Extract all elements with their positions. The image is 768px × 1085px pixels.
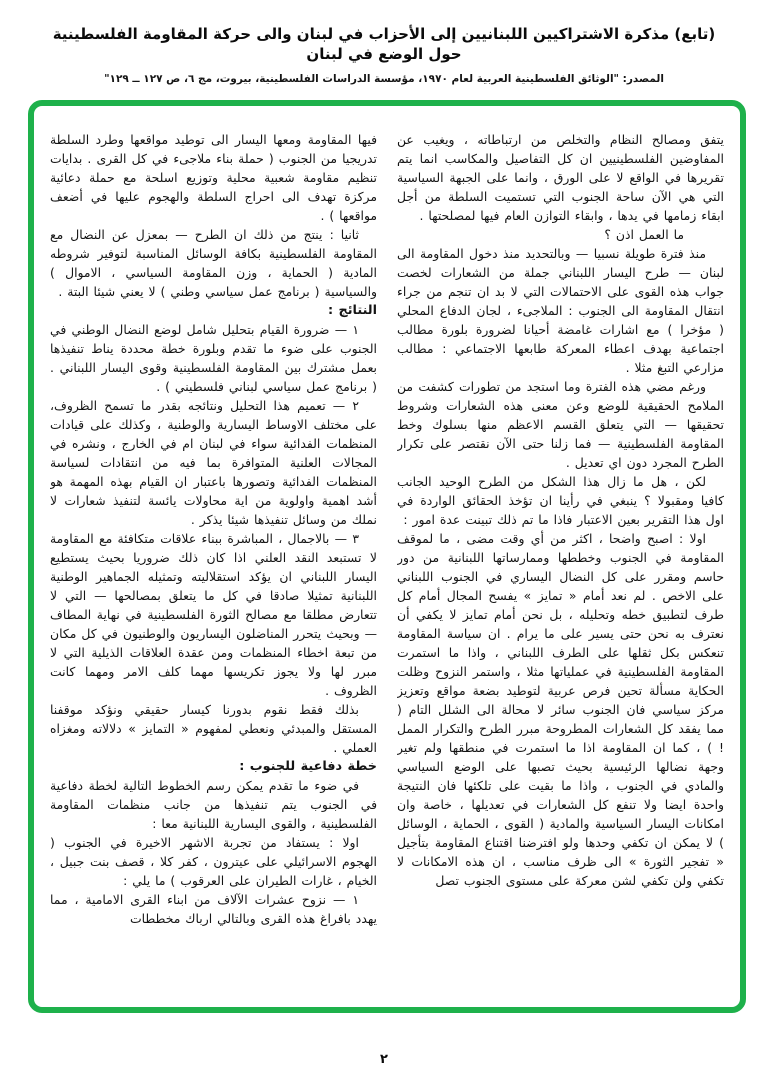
paragraph: منذ فترة طويلة نسبيا — وبالتحديد منذ دخول المقاومة الى لبنان — طرح اليسار اللبناني جملة من الشعارات لخصت جواب هذه القوى على الاحتمالات التي لا بد ان تنجم من جراء انتقال المقاومة الى الجنوب : الملاجىء ، لجان الدفاع المحلي ( مؤخرا ) مع اشارات غامضة أحيانا لضرورة بلورة مطالب اجتماعية بهدف اعطاء المعركة طابعها الاجتماعي : مطالب مزارعي التبغ مثلا . bbox=[397, 246, 724, 375]
paragraph: ورغم مضي هذه الفترة وما استجد من تطورات كشفت من الملامح الحقيقية للوضع وعن معنى هذه الشعارات وشروط تحقيقها — التي يتعلق القسم الاعظم منها بسلوك وخط المقاومة الفلسطينية — فما زلنا حتى الآن نقتصر على تكرار الطرح المجرد دون اي تعديل . bbox=[397, 379, 724, 470]
column-left bbox=[50, 130, 377, 991]
paragraph: ١ — ضرورة القيام بتحليل شامل لوضع النضال الوطني في الجنوب على ضوء ما تقدم وبلورة خطة محددة يناط تنفيذها بعمل مشترك بين المقاومة الفلسطينية وقوى اليسار اللبناني . ( برنامج عمل سياسي لبناني فلسطيني ) . bbox=[50, 322, 377, 394]
paragraph: لكن ، هل ما زال هذا الشكل من الطرح الوحيد الجانب كافيا ومقبولا ؟ ينبغي في رأينا ان تؤخذ الحقائق الواردة في اول هذا التقرير بعين الاعتبار فاذا ما تم ذلك تبينت عدة امور : bbox=[397, 474, 724, 527]
paragraph: اولا : اصبح واضحا ، اكثر من أي وقت مضى ، ما لموقف المقاومة في الجنوب وخططها وممارساتها اللبنانية من دور حاسم ومقرر على كل النضال اليساري في الجنوب اللبناني على الاخص . لم نعد أمام « تمايز » يفسح المجال أمام كل طرف لتطبيق خطه وتحليله ، بل نحن أمام تمايز لا يكفي أن نعترف به نحن حتى يسير على ما يرام . ان سياسة المقاومة تنعكس بكل ثقلها على الطرف اللبناني ، واذا ما استمرت المقاومة الفلسطينية في عملياتها مثلا ، واستمر النزوح وظلت الحكاية مسألة تحين فرص عربية لتوطيد بضعة مواقع وتعزيز مركز سياسي فان الجنوب سائر لا محالة الى الشلل التام ( مما يفقد كل الشعارات المطروحة مبرر الطرح والتكرار الممل ! ) ، كما ان المقاومة اذا ما استمرت في منطقها ولم تغير وجهة نضالها الرئيسية بحيث تصبها على الوضع السياسي والمادي في الجنوب ، واذا ما بقيت على تلكئها فان النتيجة واحدة ايضا ولا تنفع كل الشعارات في تعديلها ، خاصة وان امكانات اليسار السياسية والمادية ( القوى ، الحماية ، الوسائل ) لا يمكن ان تكفي وحدها ولو افترضنا اقتناع المقاومة بتأجيل « تفجير الثورة » الى ظرف مناسب ، ان هذه الامكانات لا تكفي ولن تكفي لشن معركة على مستوى الجنوب تصل bbox=[397, 531, 724, 888]
paragraph: ١ — نزوح عشرات الآلاف من ابناء القرى الامامية ، مما يهدد بافراغ هذه القرى وبالتالي ارباك مخططات bbox=[50, 892, 377, 926]
paragraph: بذلك فقط نقوم بدورنا كيسار حقيقي ونؤكد موقفنا المستقل والمبدئي ونعطي لمفهوم « التمايز » دلالاته ومغزاه العملي . bbox=[50, 702, 377, 755]
section-heading: خطة دفاعية للجنوب : bbox=[239, 759, 377, 774]
column-right bbox=[397, 130, 724, 991]
document-title: (تابع) مذكرة الاشتراكيين اللبنانيين إلى الأحزاب في لبنان والى حركة المقاومة الفلسطينية حول الوضع في لبنان bbox=[52, 25, 716, 64]
paragraph: ٢ — تعميم هذا التحليل ونتائجه بقدر ما تسمح الظروف، على مختلف الاوساط اليسارية والوطنية ، وكذلك على قيادات المنظمات الفدائية سواء في لبنان ام في الخارج ، ونشره في المجالات العلنية المتوافرة بما فيه من انتقادات لسياسة المنظمات الفدائية وتصورها باعتبار ان القيام بهذه المهمة هو أشد اهمية واولوية من اية محاولات يائسة لتنفيذ شعارات لا نملك من وسائل تنفيذها شيئا يذكر . bbox=[50, 398, 377, 527]
page-number: ٢ bbox=[380, 1052, 388, 1067]
text-columns bbox=[50, 130, 724, 991]
document-frame bbox=[28, 100, 746, 1013]
paragraph: اولا : يستفاد من تجربة الاشهر الاخيرة في الجنوب ( الهجوم الاسرائيلي على عيترون ، كفر كلا ، قصف بنت جبيل ، الخيام ، غارات الطيران على العرقوب ) ما يلي : bbox=[50, 835, 377, 888]
paragraph: ما العمل اذن ؟ bbox=[604, 227, 684, 242]
source-citation: المصدر: "الوثائق الفلسطينية العربية لعام ١٩٧٠، مؤسسة الدراسات الفلسطينية، بيروت، مج ٦، ص ١٢٧ ــ ١٢٩" bbox=[104, 72, 664, 85]
section-heading: النتائج : bbox=[327, 303, 377, 318]
paragraph: ثانيا : ينتج من ذلك ان الطرح — بمعزل عن النضال مع المقاومة الفلسطينية بكافة الوسائل المناسبة لتوفير شروطه المادية ( الحماية ، وزن المقاومة السياسي ، الاموال ) والسياسية ( برنامج عمل سياسي وطني ) لا يعني شيئا البتة . bbox=[50, 227, 377, 299]
paragraph: ٣ — بالاجمال ، المباشرة ببناء علاقات متكافئة مع المقاومة لا تستبعد النقد العلني اذا كان ذلك ضروريا بحيث يستطيع اليسار اللبناني ان يؤكد استقلاليته وتمثيله الجماهير الوطنية اللبنانية تمثيلا صادقا في كل ما يتعلق بمصالحها — التي لا تتعارض مطلقا مع مصالح الثورة الفلسطينية في نهاية المطاف — وبحيث يتحرر المناضلون اليساريون والوطنيون في كل مكان من تبعة اخطاء المنظمات ومن عقدة العلاقات الذيلية التي لا مبرر لها ولا يجوز تكريسها مهما كلف الامر ومهما كانت الظروف . bbox=[50, 531, 377, 698]
paragraph: يتفق ومصالح النظام والتخلص من ارتباطاته ، ويغيب عن المفاوضين الفلسطينيين ان كل التفاصيل والمكاسب انما يتم تقريرها في الواقع لا على الورق ، وانما على الجبهة السياسية التي هي الآن ساحة الجنوب التي تستميت السلطة من أجل ابقاء زمامها في يدها ، وابقاء التوازن العام فيها لمصلحتها . bbox=[397, 132, 724, 223]
paragraph: في ضوء ما تقدم يمكن رسم الخطوط التالية لخطة دفاعية في الجنوب يتم تنفيذها من جانب منظمات المقاومة الفلسطينية ، والقوى اليسارية اللبنانية معا : bbox=[50, 778, 377, 831]
paragraph: فيها المقاومة ومعها اليسار الى توطيد مواقعها وطرد السلطة تدريجيا من الجنوب ( حملة بناء ملاجىء في كل القرى . بدايات تنظيم مقاومة شعبية محلية وتوزيع اسلحة مع حملة دعائية مركزة تهدف الى احراج السلطة والهجوم عليها في أضعف مواقعها ) . bbox=[50, 132, 377, 223]
page-header bbox=[0, 24, 768, 85]
